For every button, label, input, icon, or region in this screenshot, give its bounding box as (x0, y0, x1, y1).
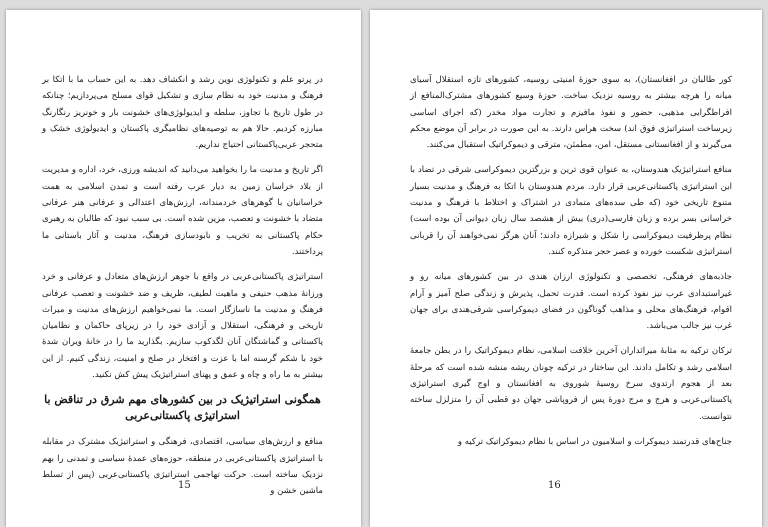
page-number: 15 (178, 480, 191, 491)
paragraph: کور طالبان در افغانستان)، به سوی حوزهٔ امنیتی روسیه، کشورهای تازه استقلال آسیای میانه را هرچه بیشتر به روسیه نزدیک ساخت. حوزهٔ وسیع کشورهای مشترک‌المنافع از افراطگرایی مذهبی، حضور و نفوذ مافیزم و تجارت مواد مخدر (که اجرای اساسی زیرساخت استراتیژی فوق اند) سخت هراس دارند. به این صورت در برابر آن موضع محکم می‌گیرند و از افغانستانی مستقل، امن، مطمئن، مترقی و دیموکراتیک استقبال می‌کنند. (410, 75, 732, 151)
page-right (370, 10, 762, 527)
page-left (6, 10, 361, 527)
paragraph: جناح‌های قدرتمند دیموکرات و اسلامیون در اساس با نظام دیموکراتیک ترکیه و (457, 436, 732, 447)
paragraph: منافع استراتیژیک هندوستان، به عنوان قوی ترین و بزرگترین دیموکراسی شرقی در تضاد با این استراتیژی پاکستانی‌عربی قرار دارد. مردم هندوستان با اتکا به فرهنگ و مدنیت بسیار متنوع تاریخی خود (که طی سده‌های متمادی در اشتراک و اختلاط با فرهنگ و مدنیت خراسانی بسر برده و زبان فارسی(دری) بیش از هشصد سال زبان دیوانی آن بوده است) نظام پرظرفیت دیموکراسی را شکل و شیرازه دادند؛ آنان هرگز نمی‌خواهند آن را قربانی استراتیژی شکست خورده و عصر حجر متذکره کنند. (410, 165, 732, 257)
paragraph: ترکان ترکیه به مثابهٔ میراثداران آخرین خلافت اسلامی، نظام دیموکراتیک را در بطن جامعهٔ اسلامی رشد و تکامل دادند. این ساختار در ترکیه چونان ریشه منشه شده است که مرحلهٔ بعد از هجوم ارتدوی سرخ روسیهٔ شوروی به افغانستان و اوج گیری استراتیژی پاکستانی‌عربی و هرج و مرج دورهٔ پس از فروپاشی جهان دو قطبی آن را متزلزل ساخته نتوانست. (410, 346, 732, 422)
paragraph: در پرتو علم و تکنولوژی نوین رشد و انکشاف دهد. به این حساب ما با اتکا بر فرهنگ و مدنیت خود به نظام سازی و تشکیل قوای مسلح می‌پردازیم؛ چنانکه در طول تاریخ با تجاوز، سلطه و ایدیولوژی‌های خشونت بار و خونریز رنگارنگ مبارزه کردیم. حالا هم به توصیه‌های نظامیگری پاکستان و ایدیولوژی خشک و متحجر عربی‌پاکستانی احتیاج نداریم. (42, 75, 323, 151)
paragraph: منافع و ارزش‌های سیاسی، اقتصادی، فرهنگی و استراتیژیک مشترک در مقابله با استراتیژی پاکستانی‌عربی در منطقه، حوزه‌های عمدهٔ سیاسی و تمدنی را بهم نزدیک ساخته است. حرکت تهاجمی استراتیژی پاکستانی‌عربی (پس از تسلط ماشین خشن و (42, 437, 323, 497)
page-right-text (410, 72, 732, 459)
section-heading: همگونی استراتیژیک در بین کشورهای مهم شرق در تناقض با استراتیژی پاکستانی‌عربی (44, 393, 321, 423)
paragraph: جاذبه‌های فرهنگی، تخصصی و تکنولوژی ارزان هندی در بین کشورهای میانه رو و غیراستبدادی عرب نیز نفوذ کرده است. قدرت تحمل، پذیرش و زندگی صلح آمیز و آرام اقوام، فرهنگ‌های محلی و مذاهب گوناگون در فضای دیموکراسی شرقی‌هندی برای جهان غرب نیز جالب می‌باشد. (410, 272, 732, 332)
page-left-text (42, 72, 323, 509)
page-number: 16 (548, 480, 561, 491)
paragraph: استراتیژی پاکستانی‌عربی در واقع با جوهر ارزش‌های متعادل و عرفانی و خرد ورزانهٔ مذهب حنیفی و ماهیت لطیف، ظریف و ضد خشونت و تعصب عرفانی فرهنگ و مدنیت ما ناسازگار است. ما نمی‌خواهیم ارزش‌های مدنیت و میراث تاریخی و فرهنگی، استقلال و آزادی خود را در زیرپای حاکمان و نظامیان پاکستانی و گماشتگان آنان لگدکوب سازیم. بگذارید ما را در خانهٔ ویران شدهٔ خود با شکم گرسنه اما با عزت و افتخار در صلح و امنیت، زندگی کنیم. از این بیشتر به ما راه و چاه و عمق و پهنای استراتیژیک پیش کش نکنید. (42, 272, 323, 381)
paragraph: اگر تاریخ و مدنیت ما را بخواهید می‌دانید که اندیشه ورزی، خرد، اداره و مدیریت از بلاد خراسان زمین به دیار عرب رفته است و تمدن اسلامی به همت خراسانیان با گوهرهای خردمندانه، ارزش‌های اعتدالی و عرفانی هنر عرفانی متضاد با خشونت و تعصب، مزین شده است. بی سبب نبود که طالبان به رهبری حکام پاکستانی به تخریب و نابودسازی فرهنگ، مدنیت و آثار باستانی ما پرداختند. (42, 165, 323, 257)
